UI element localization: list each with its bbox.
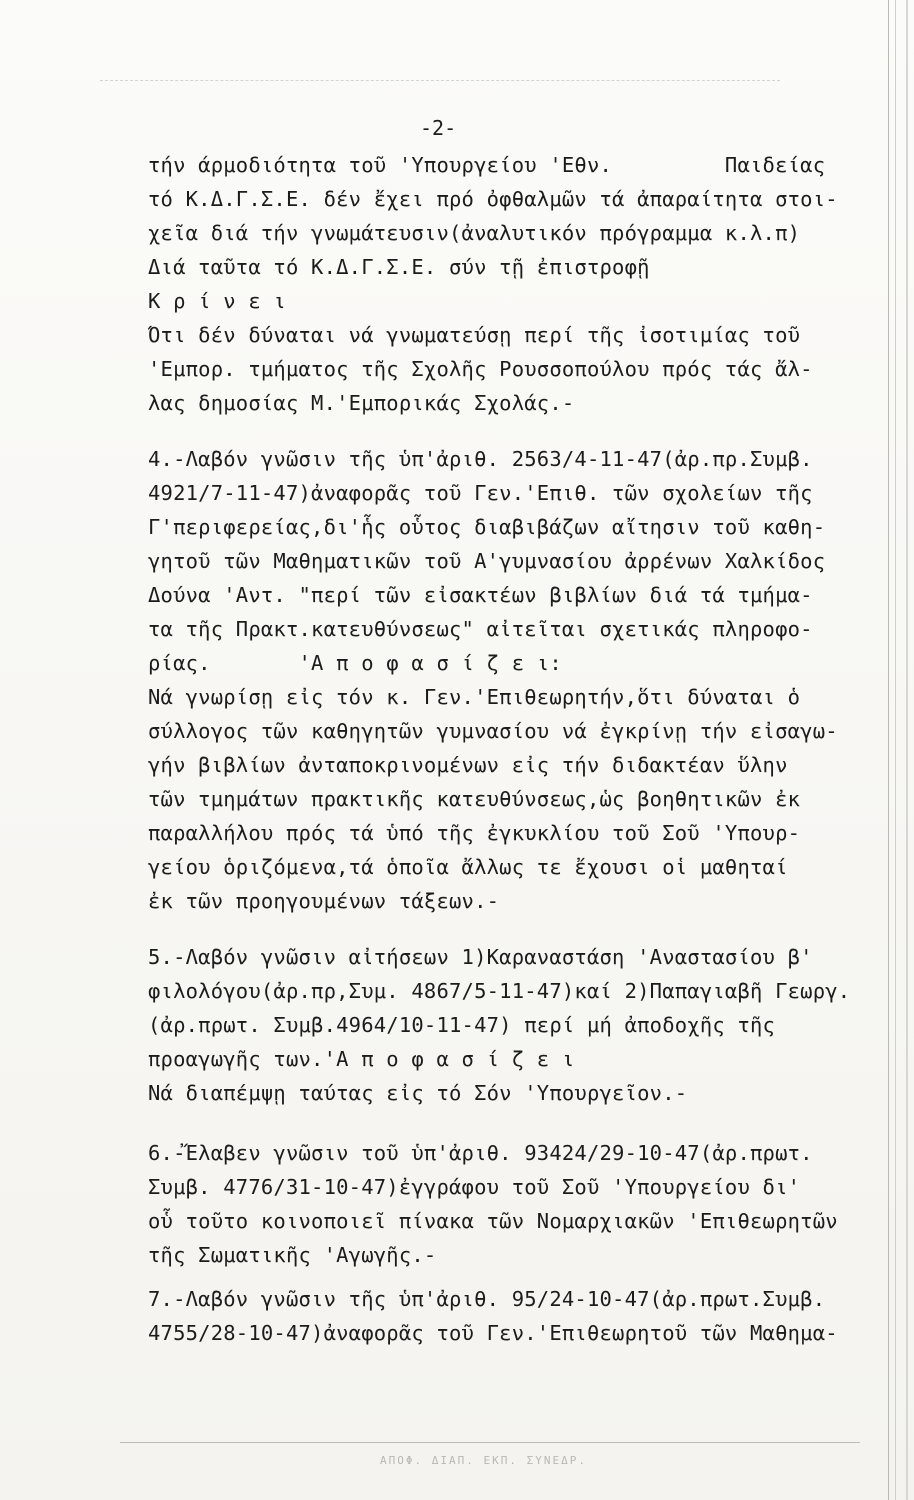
- text-line: Δούνα 'Αντ. "περί τῶν εἰσακτέων βιβλίων διά τά τμήμα-: [148, 583, 813, 607]
- text-line: τῶν τμημάτων πρακτικῆς κατευθύνσεως,ὡς βοηθητικῶν ἐκ: [148, 787, 801, 811]
- paragraph-5: [148, 1282, 878, 1350]
- text-line: ἐκ τῶν προηγουμένων τάξεων.-: [148, 889, 500, 913]
- paragraph-2: [148, 442, 878, 918]
- text-line: Νά διαπέμψῃ ταύτας εἰς τό Σόν 'Υπουργεῖον.-: [148, 1081, 688, 1105]
- text-line: τήν άρμοδιότητα τοῦ 'Υπουργείου 'Εθν. Παιδείας: [148, 153, 826, 177]
- text-line: 4.-Λαβόν γνῶσιν τῆς ὑπ'ἀριθ. 2563/4-11-47(ἀρ.πρ.Συμβ.: [148, 447, 813, 471]
- footer-stamp: ΑΠΟΦ. ΔΙΑΠ. ΕΚΠ. ΣΥΝΕΔΡ.: [380, 1454, 587, 1467]
- paragraph-1: [148, 148, 878, 420]
- binding-edge-outer: [906, 0, 908, 1500]
- page-number: -2-: [420, 116, 457, 140]
- top-divider: [100, 80, 780, 81]
- text-line: γείου ὁριζόμενα,τά ὁποῖα ἄλλως τε ἔχουσι οἱ μαθηταί: [148, 855, 788, 879]
- text-line: Διά ταῦτα τό Κ.Δ.Γ.Σ.Ε. σύν τῇ ἐπιστροφῇ: [148, 255, 650, 279]
- text-line: 6.-Ἔλαβεν γνῶσιν τοῦ ὑπ'ἀριθ. 93424/29-10-47(ἀρ.πρωτ.: [148, 1141, 813, 1165]
- text-line: γητοῦ τῶν Μαθηματικῶν τοῦ Α'γυμνασίου ἀρρένων Χαλκίδος: [148, 549, 826, 573]
- text-line: τα τῆς Πρακτ.κατευθύνσεως" αἰτεῖται σχετικάς πληροφο-: [148, 617, 813, 641]
- text-line: 5.-Λαβόν γνῶσιν αἰτήσεων 1)Καραναστάση 'Αναστασίου β': [148, 945, 813, 969]
- text-line: χεῖα διά τήν γνωμάτευσιν(ἀναλυτικόν πρόγραμμα κ.λ.π): [148, 221, 801, 245]
- bottom-divider: [120, 1442, 860, 1443]
- typewritten-body: [148, 148, 878, 1350]
- paragraph-3: [148, 940, 878, 1110]
- text-line: γήν βιβλίων ἀνταποκρινομένων εἰς τήν διδακτέαν ὕλην: [148, 753, 788, 777]
- text-line: 'Εμπορ. τμήματος τῆς Σχολῆς Ρουσσοπούλου πρός τάς ἄλ-: [148, 357, 813, 381]
- paragraph-4: [148, 1136, 878, 1272]
- text-line: (ἀρ.πρωτ. Συμβ.4964/10-11-47) περί μή ἀποδοχῆς τῆς: [148, 1013, 776, 1037]
- text-line: Ὅτι δέν δύναται νά γνωματεύσῃ περί τῆς ἰσοτιμίας τοῦ: [148, 323, 801, 347]
- text-line: Κ ρ ί ν ε ι: [148, 289, 286, 313]
- text-line: Νά γνωρίσῃ εἰς τόν κ. Γεν.'Επιθεωρητήν,ὅτι δύναται ὁ: [148, 685, 801, 709]
- text-line: προαγωγῆς των.'Α π ο φ α σ ί ζ ε ι: [148, 1047, 575, 1071]
- text-line: λας δημοσίας Μ.'Εμπορικάς Σχολάς.-: [148, 391, 575, 415]
- binding-edge: [888, 0, 896, 1500]
- text-line: τό Κ.Δ.Γ.Σ.Ε. δέν ἔχει πρό ὀφθαλμῶν τά ἀπαραίτητα στοι-: [148, 187, 838, 211]
- text-line: Γ'περιφερείας,δι'ἧς οὗτος διαβιβάζων αἴτησιν τοῦ καθη-: [148, 515, 826, 539]
- text-line: σύλλογος τῶν καθηγητῶν γυμνασίου νά ἐγκρίνῃ τήν εἰσαγω-: [148, 719, 838, 743]
- text-line: 4755/28-10-47)ἀναφορᾶς τοῦ Γεν.'Επιθεωρητοῦ τῶν Μαθημα-: [148, 1321, 838, 1345]
- text-line: παραλλήλου πρός τά ὑπό τῆς ἐγκυκλίου τοῦ Σοῦ 'Υπουρ-: [148, 821, 801, 845]
- text-line: 4921/7-11-47)ἀναφορᾶς τοῦ Γεν.'Επιθ. τῶν σχολείων τῆς: [148, 481, 813, 505]
- text-line: 7.-Λαβόν γνῶσιν τῆς ὑπ'ἀριθ. 95/24-10-47(ἀρ.πρωτ.Συμβ.: [148, 1287, 826, 1311]
- text-line: οὗ τοῦτο κοινοποιεῖ πίνακα τῶν Νομαρχιακῶν 'Επιθεωρητῶν: [148, 1209, 838, 1233]
- text-line: ρίας. 'Α π ο φ α σ ί ζ ε ι:: [148, 651, 562, 675]
- text-line: Συμβ. 4776/31-10-47)ἐγγράφου τοῦ Σοῦ 'Υπουργείου δι': [148, 1175, 801, 1199]
- text-line: τῆς Σωματικῆς 'Αγωγῆς.-: [148, 1243, 437, 1267]
- text-line: φιλολόγου(ἀρ.πρ,Συμ. 4867/5-11-47)καί 2)Παπαγιαβῆ Γεωργ.: [148, 979, 851, 1003]
